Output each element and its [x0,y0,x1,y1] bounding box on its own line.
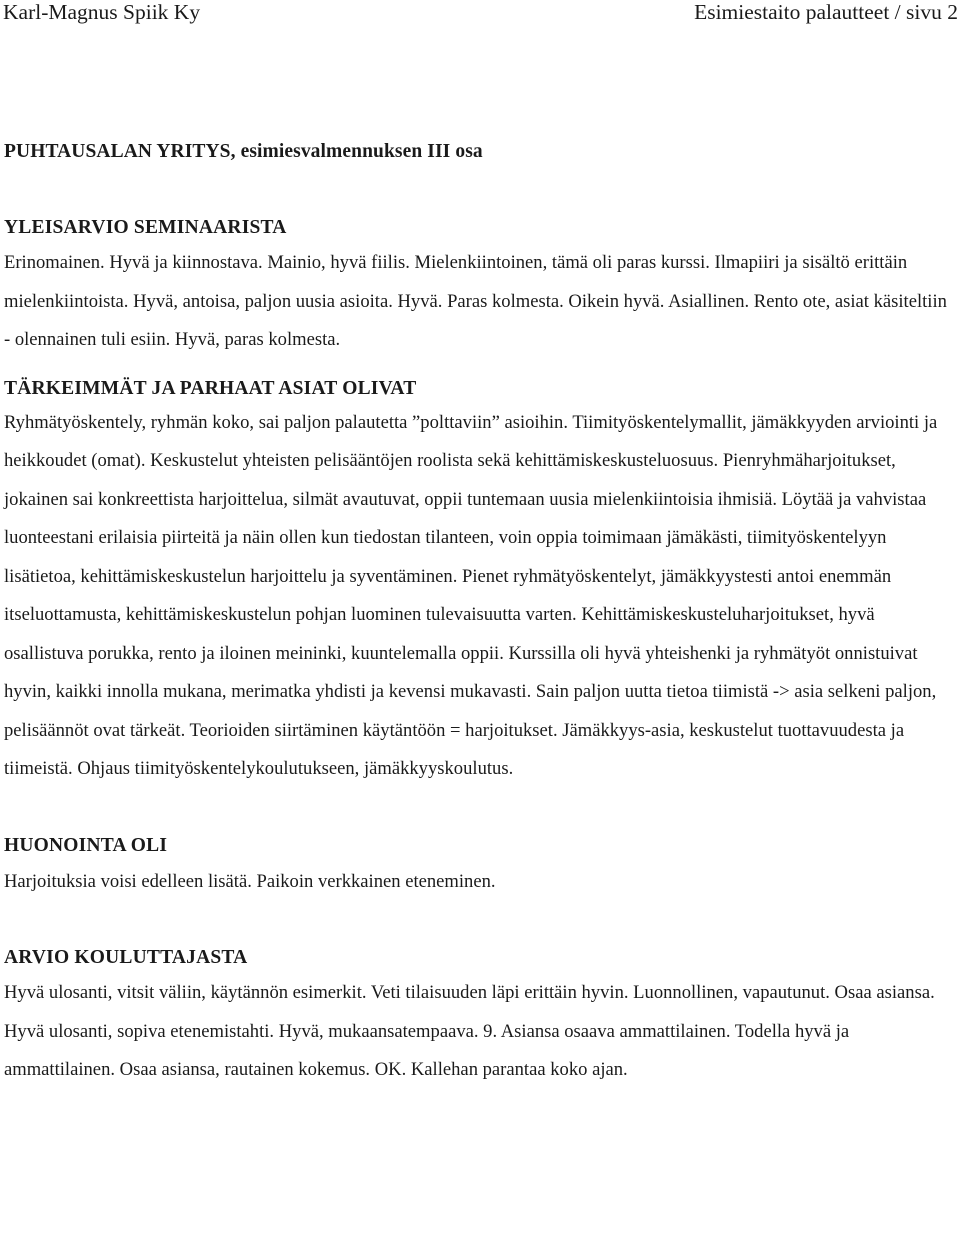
document-content [4,137,956,1090]
section-trainer-assessment [4,943,956,1090]
section-body: Ryhmätyöskentely, ryhmän koko, sai paljon palautetta ”polttaviin” asioihin. Tiimityöskentelymallit, jämäkkyyden arviointi ja heikkoudet (omat). Keskustelut yhteisten pelisääntöjen roolista sekä kehittämiskeskusteluosuus. Pienryhmäharjoitukset, jokainen sai konkreettista harjoittelua, silmät avautuvat, oppii tuntemaan uusia mielenkiintoisia ihmisiä. Löytää ja vahvistaa luonteestani erilaisia piirteitä ja näin ollen kun tiedostan tilanteen, voin oppia toimimaan jämäkästi, tiimityöskentelyyn lisätietoa, kehittämiskeskustelun harjoittelu ja syventäminen. Pienet ryhmätyöskentelyt, jämäkkyystesti antoi enemmän itseluottamusta, kehittämiskeskustelun pohjan luominen tulevaisuutta varten. Kehittämiskeskusteluharjoitukset, hyvä osallistuva porukka, rento ja iloinen meininki, kuuntelemalla oppii. Kurssilla oli hyvä yhteishenki ja ryhmätyöt onnistuivat hyvin, kaikki innolla mukana, merimatka yhdisti ja kevensi mukavasti. Sain paljon uutta tietoa tiimistä -> asia selkeni paljon, pelisäännöt ovat tärkeät. Teorioiden siirtäminen käytäntöön = harjoitukset. Jämäkkyys-asia, keskustelut tuottavuudesta ja tiimeistä. Ohjaus tiimityöskentelykoulutukseen, jämäkkyyskoulutus. [4,411,938,779]
header-page-label: Esimiestaito palautteet / sivu 2 [694,0,958,24]
section-best-things [4,374,956,789]
section-heading: YLEISARVIO SEMINAARISTA [4,217,287,238]
section-body: Hyvä ulosanti, vitsit väliin, käytännön esimerkit. Veti tilaisuuden läpi erittäin hyvin. Luonnollinen, vapautunut. Osaa asiansa. Hyvä ulosanti, sopiva etenemistahti. Hyvä, mukaansatempaava. 9. Asiansa osaava ammattilainen. Todella hyvä ja ammattilainen. Osaa asiansa, rautainen kokemus. OK. Kallehan parantaa koko ajan. [4,982,935,1080]
section-heading: TÄRKEIMMÄT JA PARHAAT ASIAT OLIVAT [4,377,417,399]
section-body: Harjoituksia voisi edelleen lisätä. Paikoin verkkainen eteneminen. [4,870,496,892]
section-worst-things [4,831,956,902]
section-heading: HUONOINTA OLI [4,834,168,856]
section-heading: ARVIO KOULUTTAJASTA [4,947,248,968]
header-company-name: Karl-Magnus Spiik Ky [3,0,201,24]
section-body: Erinomainen. Hyvä ja kiinnostava. Mainio, hyvä fiilis. Mielenkiintoinen, tämä oli paras kurssi. Ilmapiiri ja sisältö erittäin mielenkiintoista. Hyvä, antoisa, paljon uusia asioita. Hyvä. Paras kolmesta. Oikein hyvä. Asiallinen. Rento ote, asiat käsiteltiin - olennainen tuli esiin. Hyvä, paras kolmesta. [4,252,947,350]
page-header [0,0,960,28]
section-overall-assessment [4,213,956,360]
document-title: PUHTAUSALAN YRITYS, esimiesvalmennuksen III osa [4,141,483,162]
